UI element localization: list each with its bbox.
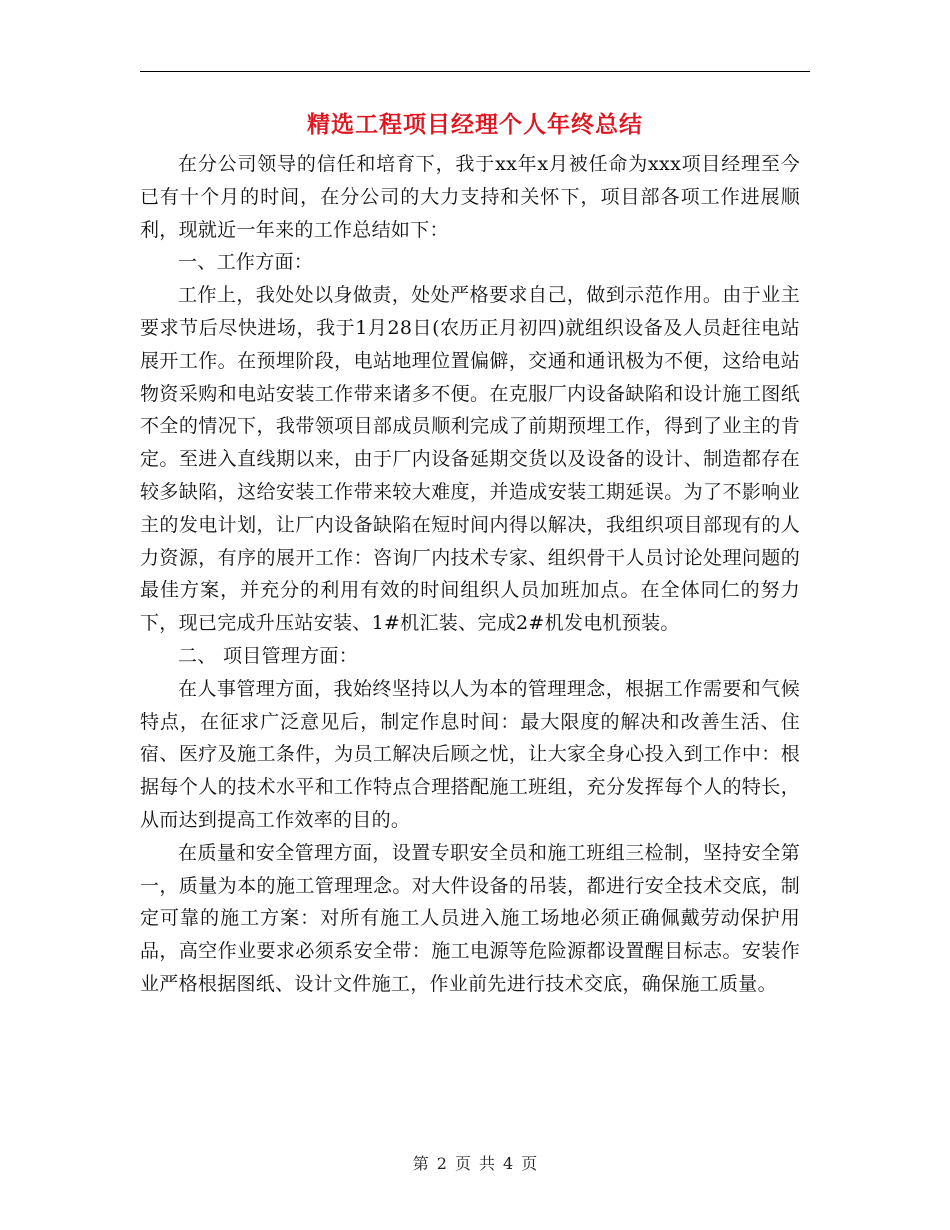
footer-suffix: 页 <box>521 1154 538 1173</box>
quality-safety-paragraph: 在质量和安全管理方面，设置专职安全员和施工班组三检制，坚持安全第一，质量为本的施工管理理念。对大件设备的吊装，都进行安全技术交底，制定可靠的施工方案：对所有施工人员进入施工场地必须正确佩戴劳动保护用品，高空作业要求必须系安全带：施工电源等危险源都设置醒目标志。安装作业严格根据图纸、设计文件施工，作业前先进行技术交底，确保施工质量。 <box>140 841 800 995</box>
page-number-footer <box>0 1153 950 1175</box>
header-rule <box>140 71 810 72</box>
document-body <box>140 148 800 1001</box>
footer-current-page: 2 <box>436 1154 447 1173</box>
footer-page-word: 页 <box>454 1154 471 1173</box>
footer-prefix: 第 <box>412 1154 429 1173</box>
section-heading-work: 一、工作方面： <box>178 251 314 274</box>
document-title: 精选工程项目经理个人年终总结 <box>307 111 643 138</box>
section-heading-management: 二、 项目管理方面： <box>178 644 359 667</box>
footer-total-prefix: 共 <box>479 1154 496 1173</box>
intro-paragraph: 在分公司领导的信任和培育下，我于xx年x月被任命为xxx项目经理至今已有十个月的时间，在分公司的大力支持和关怀下，项目部各项工作进展顺利，现就近一年来的工作总结如下： <box>140 153 800 241</box>
footer-total-pages: 4 <box>503 1154 514 1173</box>
work-paragraph: 工作上，我处处以身做责，处处严格要求自己，做到示范作用。由于业主要求节后尽快进场，我于1月28日(农历正月初四)就组织设备及人员赶往电站展开工作。在预埋阶段，电站地理位置偏僻，交通和通讯极为不便，这给电站物资采购和电站安装工作带来诸多不便。在克服厂内设备缺陷和设计施工图纸不全的情况下，我带领项目部成员顺利完成了前期预埋工作，得到了业主的肯定。至进入直线期以来，由于厂内设备延期交货以及设备的设计、制造都存在较多缺陷，这给安装工作带来较大难度，并造成安装工期延误。为了不影响业主的发电计划，让厂内设备缺陷在短时间内得以解决，我组织项目部现有的人力资源，有序的展开工作：咨询厂内技术专家、组织骨干人员讨论处理问题的最佳方案，并充分的利用有效的时间组织人员加班加点。在全体同仁的努力下，现已完成升压站安装、1#机汇装、完成2#机发电机预装。 <box>140 284 800 635</box>
personnel-management-paragraph: 在人事管理方面，我始终坚持以人为本的管理理念，根据工作需要和气候特点，在征求广泛意见后，制定作息时间：最大限度的解决和改善生活、住宿、医疗及施工条件，为员工解决后顾之忧，让大家全身心投入到工作中：根据每个人的技术水平和工作特点合理搭配施工班组，充分发挥每个人的特长，从而达到提高工作效率的目的。 <box>140 677 800 831</box>
